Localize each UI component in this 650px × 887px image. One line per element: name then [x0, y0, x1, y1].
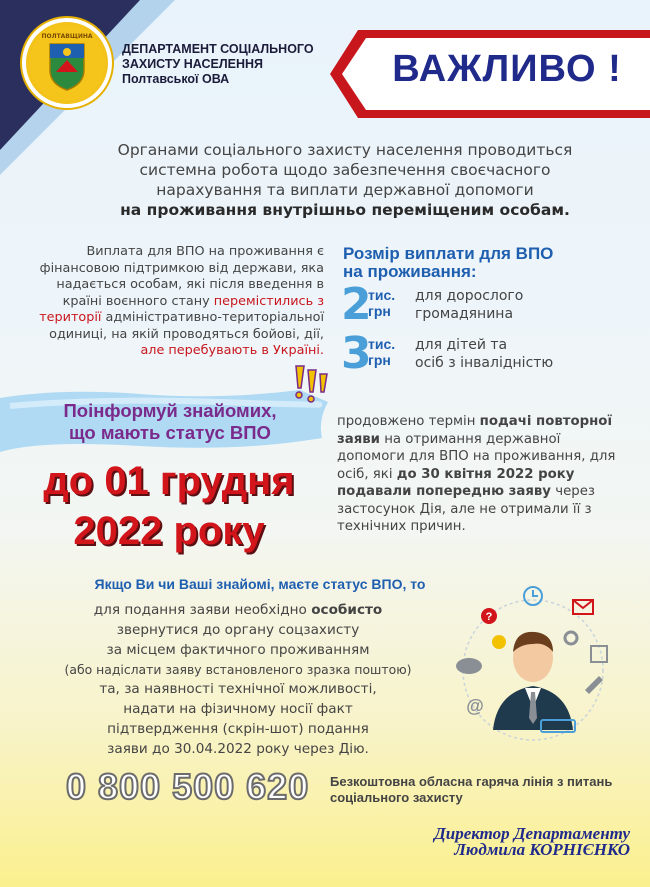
instructions-line-5: та, за наявності технічної можливості,: [99, 681, 377, 698]
region-emblem-icon: [22, 18, 112, 108]
instructions-line-6: надати на фізичному носії факт: [123, 700, 353, 717]
instructions-line-7: підтвердження (скрін-шот) подання: [107, 720, 369, 737]
inform-line-2: що мають статус ВПО: [69, 422, 271, 443]
deadline-line-2: 2022 року: [73, 509, 265, 553]
amount-adult-number: 2: [341, 279, 372, 330]
organization-name: [122, 42, 332, 87]
inform-line-1: Поінформуй знайомих,: [63, 400, 277, 421]
extended-term-text: [337, 413, 627, 536]
amount-adult-desc-line-2: громадянина: [415, 306, 514, 322]
director-signature: [380, 826, 630, 858]
extended-part-2: на отримання державної допомоги для ВПО на проживання, для осіб, які: [337, 431, 616, 482]
org-line-3: Полтавської ОВА: [122, 72, 230, 86]
intro-line-4: на проживання внутрішньо переміщеним особам.: [120, 201, 570, 219]
instructions-line-4: (або надіслати заяву встановленого зразка поштою): [64, 662, 412, 678]
idp-status-condition: Якщо Ви чи Ваші знайомі, маєте статус ВПО, то: [94, 576, 426, 592]
businessman-illustration: [445, 580, 620, 750]
gear-icon: [565, 632, 577, 644]
intro-line-1: Органами соціального захисту населення проводиться: [117, 141, 573, 159]
instructions-line-1: [48, 601, 428, 621]
emblem-caption: ПОЛТАВЩИНА: [41, 33, 93, 40]
svg-text:@: @: [466, 696, 484, 716]
amount-child-desc-line-2: осіб з інвалідністю: [415, 355, 554, 371]
payment-description: [34, 244, 324, 360]
instructions-line-1-text: для подання заяви необхідно: [93, 602, 312, 618]
pencil-icon: [585, 676, 603, 694]
extended-part-3: через застосунок Дія, але не отримали її з технічних причин.: [337, 484, 595, 534]
payment-desc-part-1: Виплата для ВПО на проживання є фінансовою підтримкою від держави, яка надається особам, які після введення в країні воєнного стану: [39, 244, 324, 309]
instructions-line-3: за місцем фактичного проживанням: [106, 641, 370, 658]
amount-adult-unit: [368, 287, 412, 319]
svg-text:?: ?: [485, 611, 493, 623]
org-line-2: ЗАХИСТУ НАСЕЛЕННЯ: [122, 57, 264, 71]
intro-line-2: системна робота щодо забезпечення своєчасного: [139, 161, 551, 179]
amount-child-unit: [368, 336, 412, 368]
extended-prior-application: до 30 квітня 2022 року подавали попередню заяву: [337, 466, 575, 499]
amount-adult-description: [415, 287, 523, 323]
lightbulb-icon: [492, 635, 506, 649]
amount-child-number: 3: [341, 328, 372, 379]
payment-size-title-line-1: Розмір виплати для ВПО: [343, 244, 554, 263]
extended-repeat-application: подачі повторної заяви: [337, 414, 612, 447]
hotline-phone-number[interactable]: 0 800 500 620: [66, 766, 310, 807]
deadline-date: [10, 456, 328, 556]
payment-desc-relocated: перемістились з території: [39, 293, 324, 325]
payment-desc-part-3: адміністративно-територіальної одиниці, на якій проводяться бойові, дії,: [49, 310, 324, 342]
amount-adult-desc-line-1: для дорослого: [415, 288, 524, 304]
chat-icon: [456, 658, 482, 674]
amount-child-desc-line-1: для дітей та: [415, 337, 508, 353]
director-name: Людмила КОРНІЄНКО: [454, 840, 630, 859]
amount-child-description: [415, 336, 553, 372]
hotline-line-1: Безкоштовна обласна гаряча лінія з питань: [330, 774, 613, 789]
payment-desc-in-ukraine: але перебувають в Україні.: [140, 343, 324, 358]
extended-part-1: продовжено термін: [337, 414, 480, 429]
amount-adult-unit-thousand: тис.: [368, 287, 396, 303]
intro-text: [60, 140, 630, 220]
director-title: Директор Департаменту: [434, 824, 630, 843]
hotline-line-2: соціального захисту: [330, 790, 463, 805]
application-instructions: [48, 601, 428, 759]
amount-child-unit-thousand: тис.: [368, 336, 396, 352]
deadline-line-1: до 01 грудня: [43, 459, 295, 503]
payment-size-title-line-2: на проживання:: [343, 262, 477, 281]
instructions-in-person: особисто: [311, 602, 383, 618]
hotline-description: [330, 774, 630, 806]
inform-acquaintances: [20, 400, 320, 444]
important-title: ВАЖЛИВО !: [392, 48, 622, 90]
instructions-line-8: заяви до 30.04.2022 року через Дію.: [107, 740, 369, 757]
intro-line-3: нарахування та виплати державної допомоги: [156, 181, 534, 199]
payment-size-title: [343, 245, 623, 281]
org-line-1: ДЕПАРТАМЕНТ СОЦІАЛЬНОГО: [122, 42, 314, 56]
amount-child-unit-currency: грн: [368, 352, 391, 368]
instructions-line-2: звернутися до органу соцзахисту: [116, 621, 360, 638]
amount-adult-unit-currency: грн: [368, 303, 391, 319]
